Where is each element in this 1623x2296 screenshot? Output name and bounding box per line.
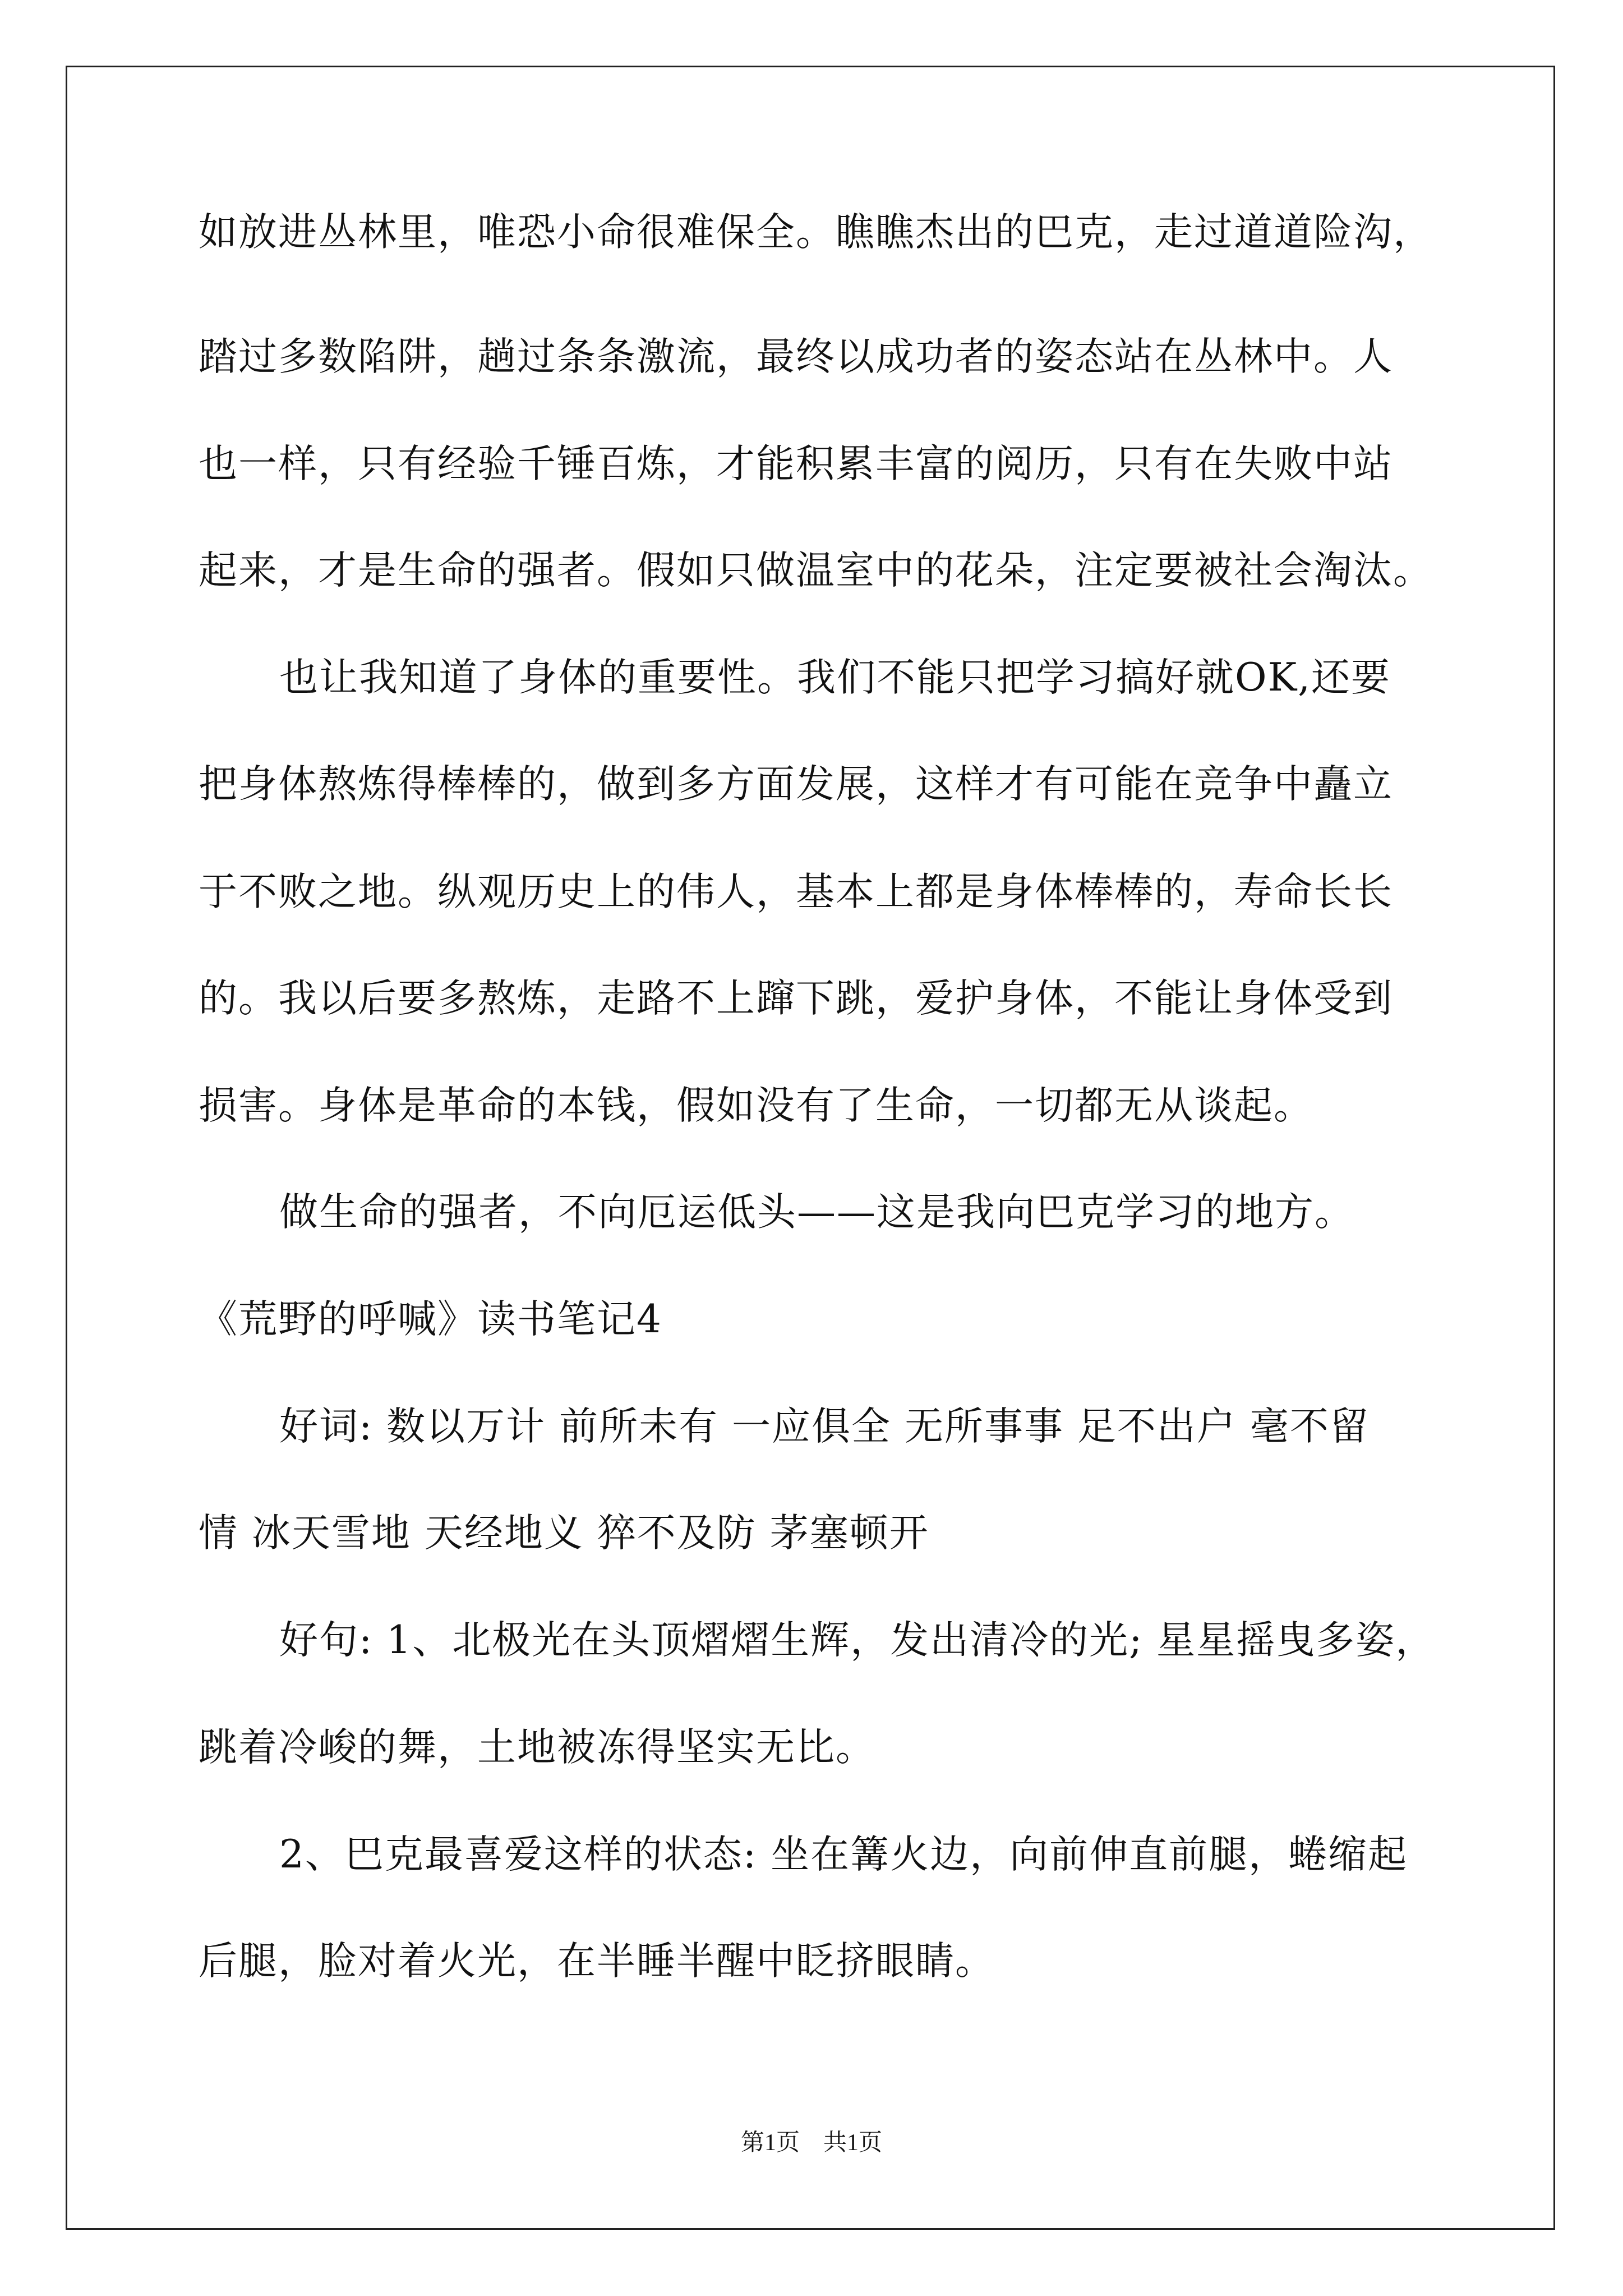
paragraph-start: 好词: 数以万计 前所未有 一应俱全 无所事事 足不出户 毫不留 xyxy=(279,1404,1370,1449)
section-heading: 《荒野的呼喊》读书笔记4 xyxy=(199,1297,662,1342)
text-line: 把身体熬炼得棒棒的，做到多方面发展，这样才有可能在竞争中矗立 xyxy=(199,762,1393,807)
page-footer: 第1页 共1页 xyxy=(740,2130,882,2156)
text-line: 踏过多数陷阱，趟过条条激流，最终以成功者的姿态站在丛林中。人 xyxy=(199,334,1393,379)
paragraph-start: 做生命的强者，不向厄运低头——这是我向巴克学习的地方。 xyxy=(279,1190,1354,1235)
text-line: 跳着冷峻的舞，土地被冻得坚实无比。 xyxy=(199,1725,875,1770)
text-line: 后腿，脸对着火光，在半睡半醒中眨挤眼睛。 xyxy=(199,1939,995,1984)
text-line: 起来，才是生命的强者。假如只做温室中的花朵，注定要被社会淘汰。 xyxy=(199,548,1433,593)
text-line: 于不败之地。纵观历史上的伟人，基本上都是身体棒棒的，寿命长长 xyxy=(199,869,1393,914)
paragraph-start: 2、巴克最喜爱这样的状态: 坐在篝火边，向前伸直前腿，蜷缩起 xyxy=(279,1832,1408,1877)
text-line: 损害。身体是革命的本钱，假如没有了生命，一切都无从谈起。 xyxy=(199,1083,1313,1128)
text-line: 如放进丛林里，唯恐小命很难保全。瞧瞧杰出的巴克，走过道道险沟， xyxy=(199,210,1433,255)
text-line: 也一样，只有经验千锤百炼，才能积累丰富的阅历，只有在失败中站 xyxy=(199,441,1393,486)
page-frame xyxy=(66,66,1555,2230)
text-line: 情 冰天雪地 天经地义 猝不及防 茅塞顿开 xyxy=(199,1511,929,1556)
paragraph-start: 也让我知道了身体的重要性。我们不能只把学习搞好就OK,还要 xyxy=(279,655,1391,700)
text-line: 的。我以后要多熬炼，走路不上蹿下跳，爱护身体，不能让身体受到 xyxy=(199,976,1393,1021)
paragraph-start: 好句: 1、北极光在头顶熠熠生辉，发出清冷的光; 星星摇曳多姿， xyxy=(279,1618,1436,1663)
